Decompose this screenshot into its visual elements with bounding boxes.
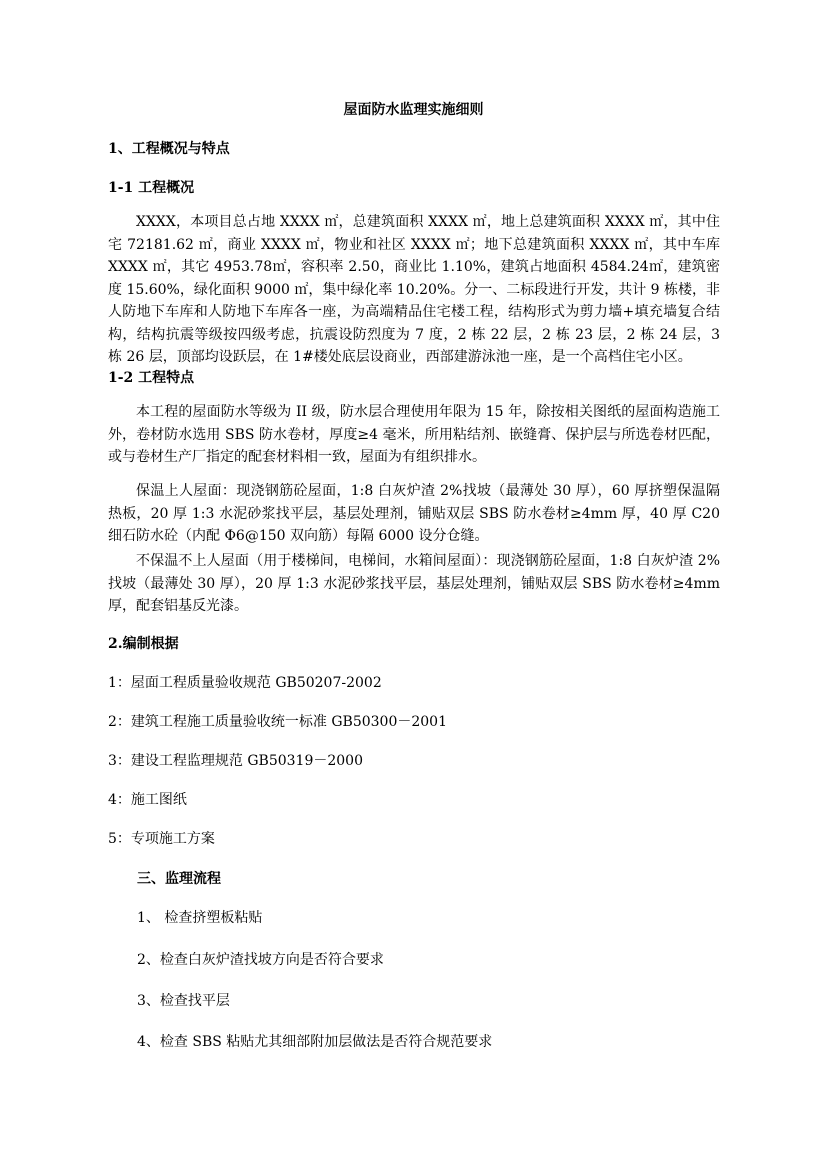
reference-item-3: 3：建设工程监理规范 GB50319－2000 [108, 753, 363, 769]
subsection-1-1-heading: 1-1 工程概况 [108, 180, 195, 196]
feature-paragraph-1: 本工程的屋面防水等级为 II 级，防水层合理使用年限为 15 年，除按相关图纸的屋面构造施工外，卷材防水选用 SBS 防水卷材，厚度≥4 毫米，所用粘结剂、嵌缝膏、保护层与所选卷材匹配，或与卷材生产厂指定的配套材料相一致，屋面为有组织排水。 [108, 404, 720, 465]
process-step-2: 2、检查白灰炉渣找坡方向是否符合要求 [137, 952, 384, 968]
project-overview-paragraph: XXXX，本项目总占地 XXXX ㎡，总建筑面积 XXXX ㎡，地上总建筑面积 XXXX ㎡，其中住宅 72181.62 ㎡，商业 XXXX ㎡，物业和社区 XXXX ㎡；地下总建筑面积 XXXX ㎡，其中车库 XXXX ㎡，其它 4953.78㎡，容积率 2.50，商业比 1.10%，建筑占地面积 4584.24㎡，建筑密度 15.60%，绿化面积 9000 ㎡，集中绿化率 10.20%。分一、二标段进行开发，共计 9 栋楼，非人防地下车库和人防地下车库各一座，为高端精品住宅楼工程，结构形式为剪力墙+填充墙复合结构，结构抗震等级按四级考虑，抗震设防烈度为 7 度，2 栋 22 层，2 栋 23 层，2 栋 24 层，3 栋 26 层，顶部均设跃层，在 1#楼处底层设商业，西部建游泳池一座，是一个高档住宅小区。 [108, 214, 720, 365]
reference-item-2: 2：建筑工程施工质量验收统一标准 GB50300－2001 [108, 714, 447, 730]
section-2-heading: 2.编制根据 [108, 636, 179, 652]
subsection-1-2-heading: 1-2 工程特点 [108, 370, 195, 386]
section-1-heading: 1、工程概况与特点 [108, 141, 230, 157]
document-title: 屋面防水监理实施细则 [343, 102, 484, 118]
reference-item-4: 4：施工图纸 [108, 792, 187, 808]
reference-item-1: 1：屋面工程质量验收规范 GB50207-2002 [108, 675, 382, 691]
feature-paragraph-3: 不保温不上人屋面（用于楼梯间，电梯间，水箱间屋面）：现浇钢筋砼屋面，1:8 白灰炉渣 2%找坡（最薄处 30 厚），20 厚 1:3 水泥砂浆找平层，基层处理剂，铺贴双层 SBS 防水卷材≥4mm 厚，配套铝基反光漆。 [108, 553, 720, 614]
section-3-heading: 三、监理流程 [137, 871, 221, 887]
process-step-1: 1、 检查挤塑板粘贴 [137, 910, 263, 926]
process-step-3: 3、检查找平层 [137, 993, 230, 1009]
process-step-4: 4、检查 SBS 粘贴尤其细部附加层做法是否符合规范要求 [137, 1034, 493, 1050]
reference-item-5: 5：专项施工方案 [108, 831, 215, 847]
feature-paragraph-2: 保温上人屋面：现浇钢筋砼屋面，1:8 白灰炉渣 2%找坡（最薄处 30 厚），60 厚挤塑保温隔热板，20 厚 1:3 水泥砂浆找平层，基层处理剂，铺贴双层 SBS 防水卷材≥4mm 厚，40 厚 C20 细石防水砼（内配 Φ6@150 双向筋）每隔 6000 设分仓缝。 [108, 483, 720, 544]
